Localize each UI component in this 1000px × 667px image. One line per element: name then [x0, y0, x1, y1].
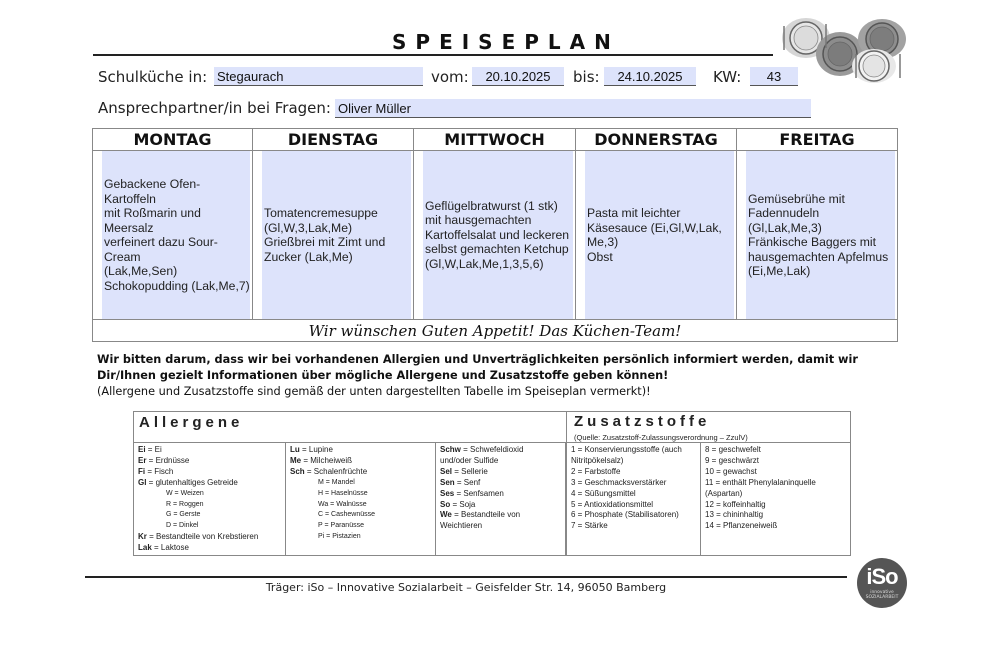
- additive-item: 10 = gewachst: [705, 466, 757, 476]
- allergen-code: Lak: [138, 543, 152, 553]
- day-cell-dienstag: [253, 151, 414, 319]
- allergene-heading: Allergene: [139, 414, 244, 431]
- allergen-subitem: G = Gerste: [166, 511, 201, 519]
- additive-col-1: [567, 442, 701, 555]
- allergen-item: [138, 467, 281, 478]
- iso-logo-sub-1: innovative: [870, 590, 894, 595]
- additive-item: 11 = enthält Phenylalaninquelle: [705, 477, 816, 487]
- from-label: vom:: [431, 68, 469, 86]
- additive-col-2: [701, 442, 851, 555]
- meal-text-montag[interactable]: Gebackene Ofen- Kartoffeln mit Roßmarin und Meersalz verfeinert dazu Sour- Cream (Lak,Me,Sen) Schokopudding (Lak,Me,7): [104, 177, 250, 293]
- allergen-code: Gl: [138, 477, 147, 487]
- allergen-desc: = Soja: [450, 499, 476, 509]
- allergen-subitem: W = Weizen: [166, 489, 204, 497]
- additive-item: 13 = chininhaltig: [705, 510, 764, 520]
- allergen-item: [440, 489, 561, 500]
- iso-logo: [857, 558, 907, 608]
- allergen-item: [440, 510, 561, 521]
- day-cell-montag: [93, 151, 253, 319]
- additive-item: 4 = Süßungsmittel: [571, 488, 636, 498]
- allergen-desc: = Schwefeldioxid: [460, 445, 524, 454]
- allergen-desc: = Laktose: [151, 543, 189, 553]
- allergen-item: [290, 445, 431, 456]
- day-header-mittwoch: MITTWOCH: [414, 129, 576, 151]
- plates-cutlery-icon: [778, 14, 913, 84]
- allergen-code: Lu: [290, 445, 300, 454]
- allergen-subitem: R = Roggen: [166, 500, 204, 508]
- allergen-desc: = Bestandteile von: [451, 510, 521, 520]
- allergen-code: Kr: [138, 532, 147, 542]
- to-date-field[interactable]: 24.10.2025: [604, 67, 696, 86]
- additive-item: 14 = Pflanzeneiweiß: [705, 521, 778, 531]
- allergen-desc: = Fisch: [145, 466, 174, 476]
- additive-item: (Aspartan): [705, 488, 743, 498]
- from-date-field[interactable]: 20.10.2025: [472, 67, 564, 86]
- zusatzstoffe-heading: Zusatzstoffe: [574, 413, 711, 430]
- additive-item: 12 = koffeinhaltig: [705, 499, 766, 509]
- day-cell-freitag: [737, 151, 897, 319]
- additive-item: 6 = Phosphate (Stabilisatoren): [571, 510, 679, 520]
- meal-text-freitag[interactable]: Gemüsebrühe mit Fadennudeln (Gl,Lak,Me,3) Fränkische Baggers mit hausgemachten Apfelmus (Ei,Me,Lak): [748, 191, 889, 278]
- meal-text-donnerstag[interactable]: Pasta mit leichter Käsesauce (Ei,Gl,W,Lak, Me,3) Obst: [587, 206, 722, 264]
- allergen-code: So: [440, 499, 451, 509]
- notice-bold-line-1: Wir bitten darum, dass wir bei vorhandenen Allergien und Unverträglichkeiten persönlich informiert werden, damit wir: [97, 353, 858, 366]
- allergen-desc: = Senfsamen: [454, 488, 504, 498]
- allergen-code: Schw: [440, 445, 461, 454]
- additive-item: Nitritpökelsalz): [571, 455, 624, 465]
- allergen-code: We: [440, 510, 452, 520]
- allergen-item: [138, 543, 281, 554]
- allergen-subitem: Pi = Pistazien: [318, 533, 361, 541]
- allergen-col-3: [436, 442, 566, 555]
- allergen-subitem: Wa = Walnüsse: [318, 500, 367, 508]
- contact-label: Ansprechpartner/in bei Fragen:: [98, 99, 331, 117]
- additive-item: 7 = Stärke: [571, 521, 608, 531]
- allergen-desc: = Ei: [145, 445, 162, 454]
- day-header-donnerstag: DONNERSTAG: [576, 129, 737, 151]
- allergen-item: [440, 445, 561, 456]
- additive-item: 9 = geschwärzt: [705, 455, 760, 465]
- day-cell-mittwoch: [414, 151, 576, 319]
- week-field[interactable]: 43: [750, 67, 798, 86]
- allergen-subitem: H = Haselnüsse: [318, 489, 368, 497]
- allergen-desc: = Erdnüsse: [146, 455, 190, 465]
- day-header-freitag: FREITAG: [737, 129, 897, 151]
- allergen-desc: = Sellerie: [452, 466, 488, 476]
- additive-item: 8 = geschwefelt: [705, 445, 761, 454]
- allergen-item: [440, 467, 561, 478]
- notice-normal-line: (Allergene und Zusatzstoffe sind gemäß der unten dargestellten Tabelle im Speiseplan vermerkt)!: [97, 385, 651, 398]
- allergen-code: Fi: [138, 466, 146, 476]
- allergen-item: [138, 532, 281, 543]
- day-header-montag: MONTAG: [93, 129, 253, 151]
- meal-text-dienstag[interactable]: Tomatencremesuppe (Gl,W,3,Lak,Me) Grießbrei mit Zimt und Zucker (Lak,Me): [264, 206, 386, 264]
- allergen-desc: = Milcheiweiß: [301, 455, 353, 465]
- menu-table: [92, 128, 898, 342]
- allergen-code: Er: [138, 455, 147, 465]
- allergen-col-1: [134, 442, 286, 555]
- allergen-code: Ei: [138, 445, 146, 454]
- iso-logo-sub-2: SOZIALARBEIT: [865, 595, 899, 600]
- allergen-col-2: [286, 442, 436, 555]
- notice-bold-line-2: Dir/Ihnen gezielt Informationen über mögliche Allergene und Zusatzstoffe geben können!: [97, 369, 669, 382]
- day-header-dienstag: DIENSTAG: [253, 129, 414, 151]
- meal-text-mittwoch[interactable]: Geflügelbratwurst (1 stk) mit hausgemachten Kartoffelsalat und leckeren selbst gemachten Ketchup (Gl,W,Lak,Me,1,3,5,6): [425, 198, 570, 271]
- allergen-item: [290, 456, 431, 467]
- day-cell-donnerstag: [576, 151, 737, 319]
- contact-field[interactable]: Oliver Müller: [335, 99, 811, 118]
- allergen-desc: = Schalenfrüchte: [304, 466, 368, 476]
- allergen-subitem: C = Cashewnüsse: [318, 511, 376, 519]
- allergen-item-continued: Weichtieren: [440, 521, 483, 531]
- footer-divider: [85, 576, 847, 578]
- allergen-desc: = Lupine: [299, 445, 333, 454]
- allergy-notice: [97, 352, 897, 400]
- additive-item: 5 = Antioxidationsmittel: [571, 499, 654, 509]
- kitchen-field[interactable]: Stegaurach: [214, 67, 423, 86]
- allergen-code: Ses: [440, 488, 455, 498]
- footer-text: Träger: iSo – Innovative Sozialarbeit – Geisfelder Str. 14, 96050 Bamberg: [265, 581, 667, 594]
- allergen-code: Sel: [440, 466, 453, 476]
- allergen-item: [440, 478, 561, 489]
- zusatzstoffe-source: (Quelle: Zusatzstoff-Zulassungsverordnung – ZzulV): [574, 433, 748, 442]
- allergen-desc: = Senf: [454, 477, 481, 487]
- allergen-item: [138, 456, 281, 467]
- allergen-item-continued: und/oder Sulfide: [440, 455, 499, 465]
- title-divider: [93, 54, 773, 56]
- allergen-item: [138, 445, 281, 456]
- week-label: KW:: [713, 68, 742, 86]
- allergen-code: Sch: [290, 466, 305, 476]
- allergen-additive-table: [133, 411, 851, 556]
- allergen-subitem: P = Paranüsse: [318, 522, 364, 530]
- additive-item: 3 = Geschmacksverstärker: [571, 477, 667, 487]
- additive-item: 1 = Konservierungsstoffe (auch: [571, 445, 682, 454]
- page-title: SPEISEPLAN: [392, 30, 620, 54]
- allergen-code: Me: [290, 455, 302, 465]
- allergen-code: Sen: [440, 477, 455, 487]
- wish-text: Wir wünschen Guten Appetit! Das Küchen-Team!: [93, 319, 897, 342]
- kitchen-label: Schulküche in:: [98, 68, 208, 86]
- allergen-item: [290, 467, 431, 478]
- allergen-subitem: D = Dinkel: [166, 522, 199, 530]
- to-label: bis:: [573, 68, 600, 86]
- allergen-subitem: M = Mandel: [318, 478, 355, 486]
- allergen-item: [440, 500, 561, 511]
- allergen-desc: = glutenhaltiges Getreide: [146, 477, 238, 487]
- allergen-desc: = Bestandteile von Krebstieren: [146, 532, 259, 542]
- additive-item: 2 = Farbstoffe: [571, 466, 621, 476]
- iso-logo-text: iSo: [866, 564, 898, 589]
- allergen-item: [138, 478, 281, 489]
